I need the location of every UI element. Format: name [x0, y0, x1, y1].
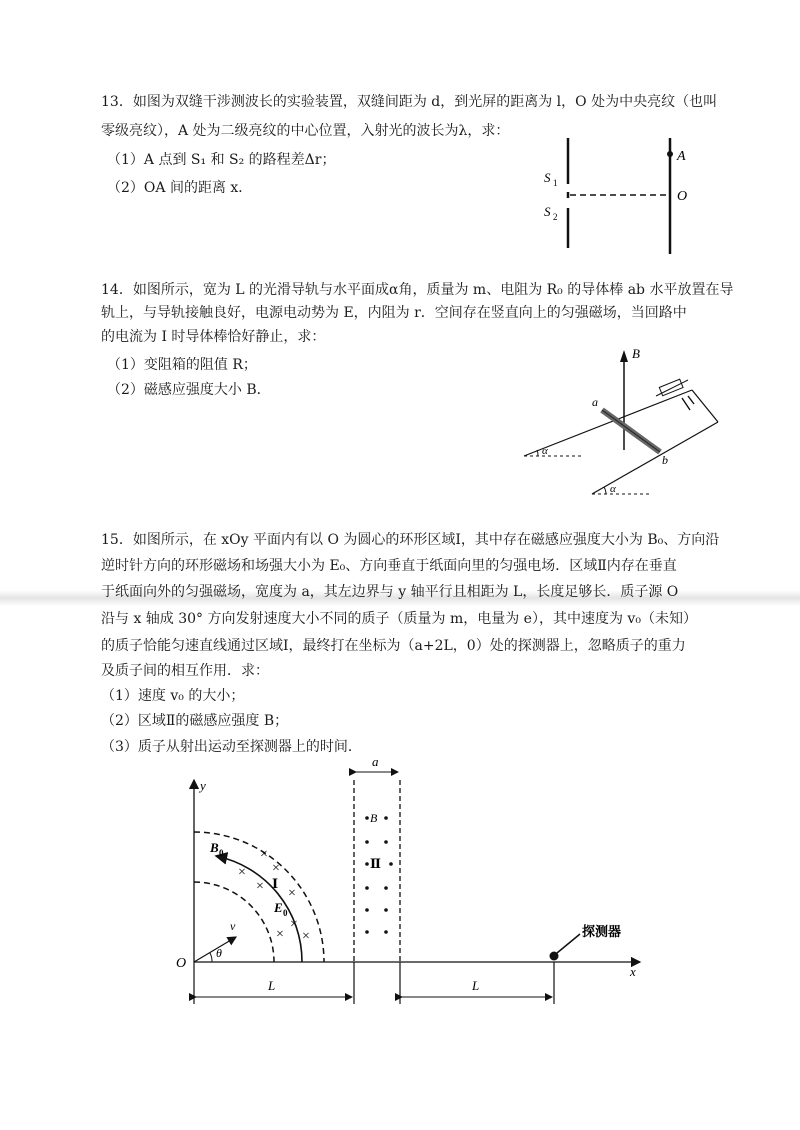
- dot-mark: [389, 862, 393, 866]
- rheostat-box: [659, 379, 683, 396]
- theta-arc: [210, 953, 212, 962]
- label-detector: 探测器: [582, 924, 622, 939]
- label-alpha-2: α: [610, 483, 616, 495]
- label-s1: S: [544, 170, 551, 185]
- battery-plate-2: [688, 396, 694, 404]
- q15-part-2: （2）区域Ⅱ的磁感应强度 B；: [101, 713, 289, 729]
- double-slit-figure: [530, 136, 720, 256]
- label-alpha-1: α: [542, 445, 548, 457]
- label-x-axis: x: [630, 964, 636, 979]
- battery-plate-1: [682, 398, 690, 410]
- field-region-figure: [160, 750, 660, 1020]
- q14-part-1: （1）变阻箱的阻值 R；: [107, 357, 257, 373]
- into-page-crosses: [238, 847, 310, 944]
- q14-line-1: 14．如图所示，宽为 L 的光滑导轨与水平面成α角，质量为 m、电阻为 R₀ 的导体棒 ab 水平放置在导: [101, 282, 734, 298]
- label-b-end: b: [662, 453, 668, 467]
- label-theta: θ: [216, 946, 222, 960]
- cross-mark: ×: [256, 879, 264, 894]
- dot-mark: [365, 862, 369, 866]
- label-b0: B: [210, 840, 219, 855]
- q13-line-1: 13．如图为双缝干涉测波长的实验装置，双缝间距为 d，到光屏的距离为 l，O 处为中央亮纹（也叫: [101, 94, 718, 110]
- angle-arc-2: [604, 487, 606, 494]
- q15-line-3: 于纸面向外的匀强磁场，宽度为 a，其左边界与 y 轴平行且相距为 L，长度足够长．质子源 O: [101, 584, 679, 600]
- dot-mark: [365, 930, 369, 934]
- cross-mark: ×: [290, 917, 298, 932]
- q14-line-3: 的电流为 I 时导体棒恰好静止，求：: [101, 329, 326, 345]
- label-s2-sub: 2: [553, 212, 558, 222]
- point-a-dot: [667, 151, 673, 157]
- conductor-bar-edge: [602, 410, 660, 452]
- dot-mark: [365, 908, 369, 912]
- label-e0: E: [274, 900, 283, 915]
- q14-line-2: 轨上，与导轨接触良好，电源电动势为 E，内阻为 r．空间存在竖直向上的匀强磁场，当回路中: [101, 305, 687, 321]
- cross-mark: ×: [302, 929, 310, 944]
- field-b-arrow-head: [620, 350, 628, 362]
- label-s1-sub: 1: [553, 178, 558, 188]
- cross-mark: ×: [272, 861, 280, 876]
- cross-mark: ×: [260, 847, 268, 862]
- label-l-left: L: [268, 978, 276, 993]
- dot-mark: [384, 840, 388, 844]
- q15-line-5: 的质子恰能匀速直线通过区域Ⅰ，最终打在坐标为（a+2L，0）处的探测器上，忽略质子的重力: [101, 638, 686, 654]
- q15-line-6: 及质子间的相互作用．求：: [101, 663, 269, 679]
- dot-mark: [384, 908, 388, 912]
- label-o: O: [677, 189, 688, 204]
- rail-upper: [524, 390, 692, 456]
- label-e0-sub: 0: [283, 908, 288, 918]
- detector-pointer: [557, 934, 580, 953]
- dot-mark: [384, 886, 388, 890]
- dot-mark: [384, 816, 388, 820]
- cross-mark: ×: [276, 927, 284, 942]
- q14-part-2: （2）磁感应强度大小 B．: [107, 382, 271, 398]
- label-b-region2: B: [370, 811, 378, 825]
- label-origin: O: [176, 956, 187, 971]
- q13-part-1: （1）A 点到 S₁ 和 S₂ 的路程差Δr；: [107, 152, 336, 168]
- dot-mark: [365, 886, 369, 890]
- q15-line-4: 沿与 x 轴成 30° 方向发射速度大小不同的质子（质量为 m，电量为 e），其中速度为 v₀（未知）: [101, 611, 697, 627]
- q15-line-2: 逆时针方向的环形磁场和场强大小为 E₀、方向垂直于纸面向里的匀强电场．区域Ⅱ内存在垂直: [101, 558, 677, 574]
- out-of-page-dots: [365, 816, 393, 934]
- label-l-right: L: [472, 978, 480, 993]
- label-width-a: a: [372, 754, 379, 769]
- b0-direction-arc: [216, 856, 302, 962]
- label-b-field: B: [632, 346, 640, 361]
- cross-mark: ×: [238, 865, 246, 880]
- q13-line-2: 零级亮纹），A 处为二级亮纹的中心位置，入射光的波长为λ，求：: [101, 123, 510, 139]
- label-b0-sub: 0: [219, 848, 224, 858]
- q15-part-3: （3）质子从射出运动至探测器上的时间．: [101, 739, 362, 755]
- label-s2: S: [544, 204, 551, 219]
- q15-line-1: 15．如图所示，在 xOy 平面内有以 O 为圆心的环形区域Ⅰ，其中存在磁感应强度大小为 B₀、方向沿: [101, 532, 720, 548]
- cross-mark: ×: [288, 886, 296, 901]
- label-a: A: [677, 149, 686, 164]
- label-a-end: a: [592, 395, 598, 409]
- label-region-1: Ⅰ: [272, 876, 279, 891]
- velocity-vector: [194, 937, 236, 962]
- label-region-2: Ⅱ: [370, 856, 381, 871]
- q13-part-2: （2）OA 间的距离 x．: [107, 180, 253, 196]
- rail-end-left: [692, 390, 718, 422]
- label-y-axis: y: [200, 778, 206, 793]
- dot-mark: [365, 816, 369, 820]
- dot-mark: [365, 840, 369, 844]
- dot-mark: [384, 930, 388, 934]
- label-v: v: [230, 919, 236, 933]
- inclined-rail-figure: [510, 340, 730, 505]
- q15-part-1: （1）速度 v₀ 的大小；: [101, 688, 245, 704]
